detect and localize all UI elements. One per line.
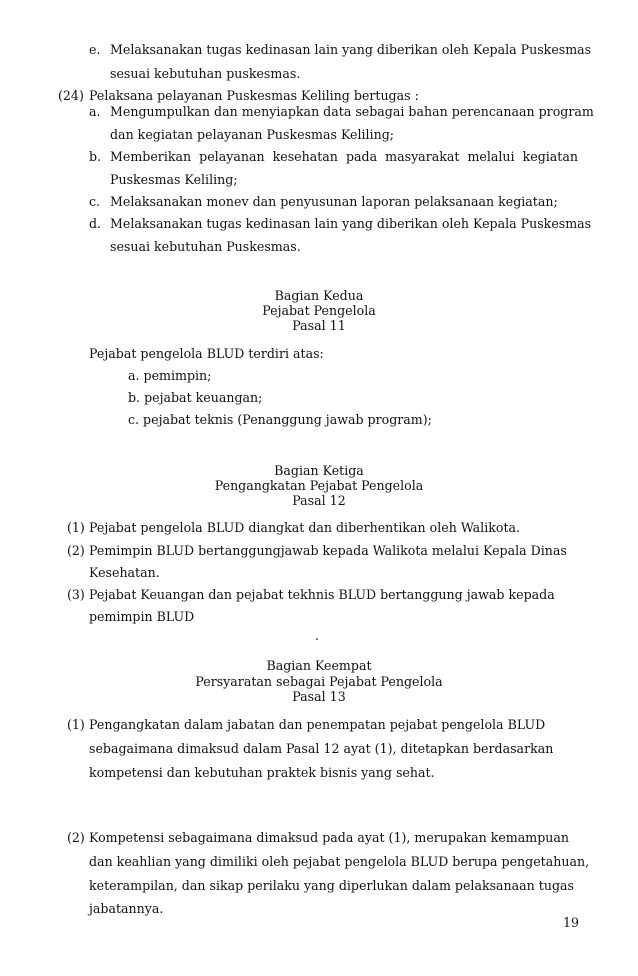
- paragraph-line: dan kegiatan pelayanan Puskesmas Keliling;: [110, 127, 395, 142]
- page-number: 19: [563, 915, 580, 930]
- paragraph-line: Pengangkatan dalam jabatan dan penempatan pejabat pengelola BLUD: [89, 717, 546, 732]
- list-marker: c.: [89, 194, 101, 209]
- list-marker: a.: [89, 104, 101, 119]
- paragraph-line: Pelaksana pelayanan Puskesmas Keliling bertugas :: [89, 88, 419, 103]
- paragraph-line: sesuai kebutuhan puskesmas.: [110, 66, 301, 81]
- section-title: Pejabat Pengelola: [262, 303, 376, 318]
- paragraph-line: sesuai kebutuhan Puskesmas.: [110, 239, 301, 254]
- list-item: c. pejabat teknis (Penanggung jawab program);: [128, 412, 432, 427]
- list-marker: (1): [67, 717, 85, 732]
- pasal-heading: Pasal 12: [292, 493, 346, 508]
- stray-dot: .: [315, 628, 320, 643]
- paragraph-line: Kesehatan.: [89, 565, 160, 580]
- section-title: Pengangkatan Pejabat Pengelola: [214, 478, 424, 493]
- paragraph-line: kompetensi dan kebutuhan praktek bisnis yang sehat.: [89, 765, 435, 780]
- list-item: a. pemimpin;: [128, 368, 212, 383]
- list-marker: e.: [89, 42, 101, 57]
- paragraph-line: Melaksanakan tugas kedinasan lain yang diberikan oleh Kepala Puskesmas: [110, 216, 592, 231]
- paragraph-line: Puskesmas Keliling;: [110, 172, 238, 187]
- paragraph-line: sebagaimana dimaksud dalam Pasal 12 ayat (1), ditetapkan berdasarkan: [89, 741, 554, 756]
- list-marker: (2): [67, 830, 85, 845]
- paragraph-line: dan keahlian yang dimiliki oleh pejabat pengelola BLUD berupa pengetahuan,: [89, 854, 590, 869]
- list-item: b. pejabat keuangan;: [128, 390, 263, 405]
- list-marker: (2): [67, 543, 85, 558]
- section-title: Persyaratan sebagai Pejabat Pengelola: [195, 674, 443, 689]
- paragraph-line: jabatannya.: [89, 901, 164, 916]
- paragraph-line: Melaksanakan monev dan penyusunan laporan pelaksanaan kegiatan;: [110, 194, 558, 209]
- paragraph-line: keterampilan, dan sikap perilaku yang diperlukan dalam pelaksanaan tugas: [89, 878, 575, 893]
- paragraph-line: Melaksanakan tugas kedinasan lain yang diberikan oleh Kepala Puskesmas: [110, 42, 592, 57]
- section-heading: Bagian Keempat: [266, 658, 372, 673]
- section-heading: Bagian Ketiga: [274, 463, 364, 478]
- paragraph-line: Pejabat Keuangan dan pejabat tekhnis BLUD bertanggung jawab kepada: [89, 587, 555, 602]
- paragraph-line: Pejabat pengelola BLUD terdiri atas:: [89, 346, 324, 361]
- paragraph-line: Kompetensi sebagaimana dimaksud pada ayat (1), merupakan kemampuan: [89, 830, 569, 845]
- paragraph-line: Pemimpin BLUD bertanggungjawab kepada Walikota melalui Kepala Dinas: [89, 543, 567, 558]
- list-marker: (1): [67, 520, 85, 535]
- pasal-heading: Pasal 11: [292, 318, 346, 333]
- list-marker: (3): [67, 587, 85, 602]
- paragraph-line: Memberikan pelayanan kesehatan pada masyarakat melalui kegiatan: [110, 149, 578, 164]
- section-heading: Bagian Kedua: [274, 288, 364, 303]
- list-marker: b.: [89, 149, 102, 164]
- list-marker: (24): [58, 88, 84, 103]
- list-marker: d.: [89, 216, 102, 231]
- paragraph-line: Mengumpulkan dan menyiapkan data sebagai bahan perencanaan program: [110, 104, 594, 119]
- paragraph-line: pemimpin BLUD: [89, 609, 195, 624]
- paragraph-line: Pejabat pengelola BLUD diangkat dan diberhentikan oleh Walikota.: [89, 520, 521, 535]
- pasal-heading: Pasal 13: [292, 689, 346, 704]
